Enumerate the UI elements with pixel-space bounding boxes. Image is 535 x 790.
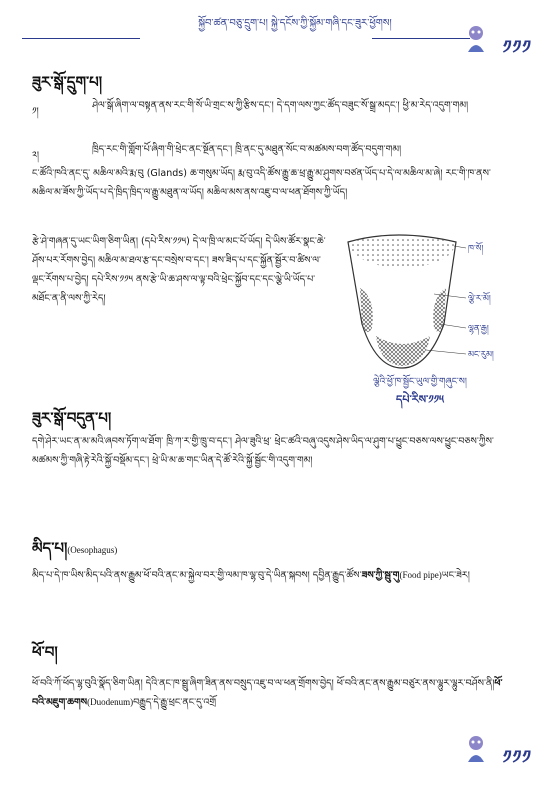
food-pipe-latin: (Food pipe) — [399, 570, 442, 580]
figure-label-back: མང་རུམ། — [468, 350, 494, 360]
page-number: ༡༡༡ — [502, 747, 532, 768]
item-number-1: ༡། — [32, 106, 39, 117]
figure-number: དཔེ་རིས་༡༡༥ — [396, 393, 444, 406]
paragraph-tongue: རྩེ་ཤེ་གཞན་དུ་ཡང་ཡིག་ཅིག་ཡིན། (དཔེ་རིས་༡༡༥) དེ་ལ་ཁྲི་ལ་མང་པོ་ཡོད། དེ་ཡིས་ཚོར་སྣང་ཆེ་ཤོས་པར་རོགས་བྱེད། མཆིལ་མ་ཐལ་རྩ་དང་བསྲེས་བ་དང་། ཟས་ཟིད་པ་དང་སྐྱོན་སྦྱོར་བ་ཚིས་ལ་ལྡང་རོགས་པ་བྱེད། དཔེ་རིས་༡༡༥ ནས་རྩེ་ཡི་ཆ་ཤས་ལ་ལྟ་བའི་ཕྲེང་སྐྱོབ་དང་དང་ལྕེ་ཡི་ཡོད་པ་མཐོང་ན་ནི་ལས་ཀྱི་རེད། — [32, 236, 326, 304]
paragraph-oesophagus — [32, 566, 512, 610]
heading-text: མིད་པ། — [32, 539, 68, 557]
tongue-figure — [336, 228, 514, 378]
page-number-box-bottom — [462, 734, 534, 768]
mascot-icon — [462, 24, 490, 54]
section-heading-stomach: ཕོ་བ། — [32, 643, 58, 661]
paragraph-text: མིད་པ་དེ་ཁ་ཡིས་མིད་པའི་ནས་རྒྱུམ་ཕོ་བའི་ནང་མ་སྐྱེལ་བར་གྱི་ལམ་ཁ་ལྷ་བུ་དེ་ཡིན་སྐབས། དབྱིན་རྒྱུད་ཚོས་ — [32, 570, 362, 581]
paragraph-tail: བརྒྱུད་དེ་རྒྱུ་ཕྲང་ནང་དུ་འགྲོ — [133, 697, 217, 708]
duodenum-term: ཕོ་བའི་མཇུག་ཆགས — [32, 678, 503, 708]
mascot-icon — [462, 734, 490, 764]
figure-label-tip: ཁ་སོ། — [468, 244, 484, 254]
section-heading-6: ཟུར་སྒོ་དྲུག་པ། — [32, 73, 103, 91]
paragraph-stomach — [32, 674, 512, 718]
heading-latin: (Oesophagus) — [67, 545, 118, 555]
header-rule-left — [22, 38, 140, 39]
food-pipe-term: ཟས་ཀྱི་སྦུ་གུ — [361, 570, 400, 581]
paragraph-glands: ང་ཚོའི་ཁའི་ནང་དུ་ མཆིལ་མའི་རྨ་བུ (Glands) ཆ་གསུམ་ཡོད། རྨ་བུ་འདི་ཚོས་རྒྱུ་ཆ་ཕྲ་རྒྱུ་མ་ཤུགས་བཙན་ཡོད་པ་དེ་ལ་མཆིལ་མ་ཞེ། རང་གི་ཁ་ནས་མཆིལ་མ་ཟོས་ཀྱི་ཡོད་པ་དེ་ཁྲིད་ཁྲིད་ལ་རྒྱུ་མཐུན་ལ་ཡོད། མཆིལ་མས་ནས་འཇུ་བ་ལ་ཕན་ཐོགས་ཀྱི་ཡོད། — [32, 168, 491, 198]
figure-label-edge: ལྷན་རྒྱ། — [468, 324, 489, 334]
section-heading-7: ཟུར་སྒོ་བདུན་པ། — [32, 409, 112, 427]
figure-label-side: ལྕེ་ར་མོ། — [468, 294, 491, 304]
item-text-2: ཁྲིད་རང་གི་གློག་པོ་ཞིག་གི་ཕྲེང་ནང་སྔོན་དང་། ཁྲི་ནང་དུ་མཐུན་སོང་བ་མཚམས་བག་ཚོད་བདུག་གམ། — [92, 144, 402, 155]
paragraph-tail: ཡང་ཟེར། — [441, 570, 470, 581]
page-number-box-top — [462, 24, 534, 58]
chapter-title: སྐྱོབ་ཚན་བཅུ་དྲུག་པ། སྐྱེ་དངོས་ཀྱི་སྐྱོམ་གཞི་དང་ཟུར་ཕྱོགས། — [198, 18, 392, 29]
item-number-2: ༢། — [32, 150, 40, 161]
duodenum-latin: (Duodenum) — [87, 697, 134, 707]
figure-caption: ལྕེའི་ཕྱོ་ཁ་སྦྱོང་ཡུལ་གྱི་གཞུང་ས། — [373, 377, 467, 387]
paragraph-text: ཕོ་བའི་ཀོ་ཕོད་ལྷ་བུའི་སྣོད་ཅིག་ཡིན། དེའི་ནང་ཁ་སྦྲུ་ཞིག་ཟིན་ནས་བསྲུད་འཇུ་བ་ལ་ཕན་གྲོགས་བྱེད། ཕོ་བའི་ནང་ནས་རྒྱུམ་བཙུར་ནས་ལྷུར་ལྷུར་བཤོས་ནི། — [32, 678, 495, 689]
item-text-1: ཤེལ་སྒོ་ཞིག་ལ་བསྟན་ནས་རང་གི་སོ་ཡི་གྲང་ས་ཀྱི་རྩིས་དང་། དེ་དག་ལས་ཀྱང་ཚོད་བཟུང་སོ་སྒྲ་མདང་། ཕྱི་མ་རེད་འདུག་གམ། — [92, 100, 469, 111]
paragraph-task: དགེ་ཤེར་ཡང་ན་མ་མའི་ཞབས་ཏོག་ལ་ཐོག་ ཁྲི་ཀ་ར་གྱི་ཁྲུ་བ་དང་། ཤེལ་ཟུའི་ཕྲ་ ཕྲེང་ཚའི་བཞུ་འདུས་ཤེས་ཡིད་ལ་ཤུག་པ་ཕྱུང་བཅས་ལས་ཕྱུང་བཅས་ཀྱིས་མཚམས་ཀྱི་གཞི་རྟེ་རེའི་སྐྱོ་བསྡོམ་དང་། ཕྲེ་ཡི་མ་ཆ་གང་ཡིན་དེ་ཚོ་རེའི་སྐྱོ་སྦྱོང་གི་འདུག་གམ། — [32, 436, 494, 466]
page-number: ༡༡༡ — [502, 37, 532, 58]
header-rule-right — [372, 38, 470, 39]
